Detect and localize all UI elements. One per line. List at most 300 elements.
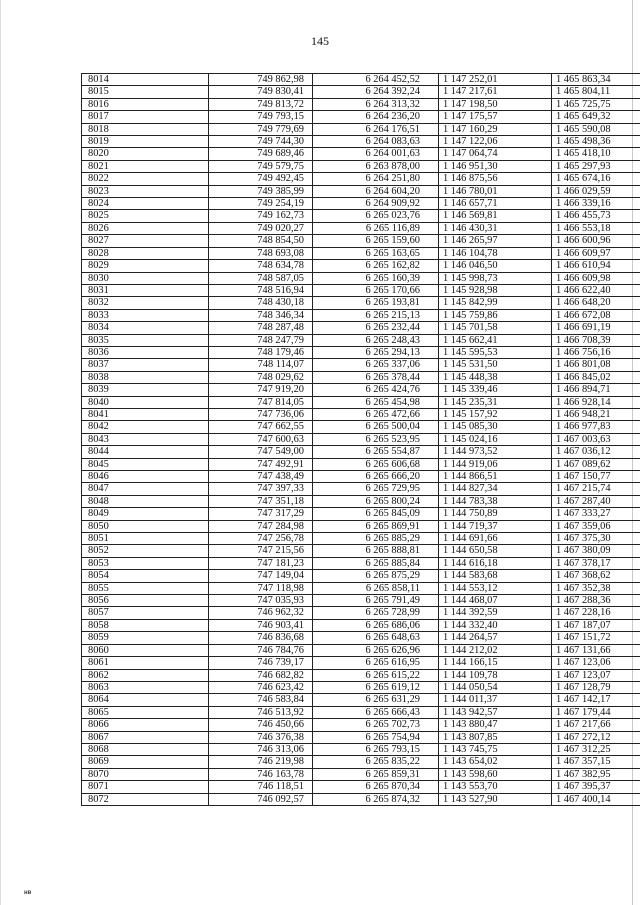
x2-coordinate-cell: 1 144 919,06 (439, 458, 552, 470)
y2-coordinate-cell: 1 467 378,17 (552, 557, 640, 569)
y2-coordinate-cell: 1 466 948,21 (552, 408, 640, 420)
y2-coordinate-cell: 1 467 287,40 (552, 495, 640, 507)
y2-coordinate-cell: 1 467 151,72 (552, 632, 640, 644)
point-number-cell: 8045 (82, 458, 209, 470)
y2-coordinate-cell: 1 466 029,59 (552, 185, 640, 197)
y-coordinate-cell: 6 265 728,99 (313, 607, 439, 619)
x-coordinate-cell: 746 903,41 (209, 619, 313, 631)
table-row (82, 719, 640, 731)
x-coordinate-cell: 749 162,73 (209, 210, 313, 222)
x2-coordinate-cell: 1 144 719,37 (439, 520, 552, 532)
y2-coordinate-cell: 1 465 297,93 (552, 160, 640, 172)
table-row (82, 421, 640, 433)
point-number-cell: 8029 (82, 260, 209, 272)
x2-coordinate-cell: 1 145 085,30 (439, 421, 552, 433)
x2-coordinate-cell: 1 143 553,70 (439, 781, 552, 793)
y-coordinate-cell: 6 265 337,06 (313, 359, 439, 371)
y2-coordinate-cell: 1 467 131,66 (552, 644, 640, 656)
y-coordinate-cell: 6 263 878,00 (313, 160, 439, 172)
table-row (82, 111, 640, 123)
x-coordinate-cell: 746 313,06 (209, 743, 313, 755)
table-row (82, 458, 640, 470)
point-number-cell: 8047 (82, 483, 209, 495)
y-coordinate-cell: 6 265 454,98 (313, 396, 439, 408)
table-row (82, 371, 640, 383)
x-coordinate-cell: 747 549,00 (209, 446, 313, 458)
y-coordinate-cell: 6 265 160,39 (313, 272, 439, 284)
y-coordinate-cell: 6 265 885,29 (313, 533, 439, 545)
point-number-cell: 8025 (82, 210, 209, 222)
y2-coordinate-cell: 1 467 142,17 (552, 694, 640, 706)
point-number-cell: 8063 (82, 681, 209, 693)
y-coordinate-cell: 6 265 619,12 (313, 681, 439, 693)
x-coordinate-cell: 746 682,82 (209, 669, 313, 681)
table-row (82, 446, 640, 458)
y-coordinate-cell: 6 265 666,20 (313, 471, 439, 483)
point-number-cell: 8069 (82, 756, 209, 768)
table-row (82, 98, 640, 110)
y-coordinate-cell: 6 265 631,29 (313, 694, 439, 706)
x2-coordinate-cell: 1 143 654,02 (439, 756, 552, 768)
x2-coordinate-cell: 1 144 468,07 (439, 595, 552, 607)
table-row (82, 644, 640, 656)
x2-coordinate-cell: 1 145 998,73 (439, 272, 552, 284)
x2-coordinate-cell: 1 145 701,58 (439, 322, 552, 334)
y-coordinate-cell: 6 264 604,20 (313, 185, 439, 197)
x-coordinate-cell: 748 114,07 (209, 359, 313, 371)
x-coordinate-cell: 746 623,42 (209, 681, 313, 693)
x-coordinate-cell: 746 739,17 (209, 657, 313, 669)
x2-coordinate-cell: 1 144 973,52 (439, 446, 552, 458)
y2-coordinate-cell: 1 466 622,40 (552, 284, 640, 296)
point-number-cell: 8044 (82, 446, 209, 458)
point-number-cell: 8030 (82, 272, 209, 284)
point-number-cell: 8065 (82, 706, 209, 718)
table-row (82, 272, 640, 284)
y2-coordinate-cell: 1 466 648,20 (552, 297, 640, 309)
y2-coordinate-cell: 1 467 312,25 (552, 743, 640, 755)
point-number-cell: 8035 (82, 334, 209, 346)
x-coordinate-cell: 748 516,94 (209, 284, 313, 296)
y-coordinate-cell: 6 265 626,96 (313, 644, 439, 656)
y-coordinate-cell: 6 265 800,24 (313, 495, 439, 507)
y2-coordinate-cell: 1 466 609,98 (552, 272, 640, 284)
table-row (82, 607, 640, 619)
y2-coordinate-cell: 1 467 217,66 (552, 719, 640, 731)
x2-coordinate-cell: 1 144 553,12 (439, 582, 552, 594)
table-row (82, 756, 640, 768)
y-coordinate-cell: 6 265 170,66 (313, 284, 439, 296)
x2-coordinate-cell: 1 147 064,74 (439, 148, 552, 160)
y-coordinate-cell: 6 265 248,43 (313, 334, 439, 346)
x-coordinate-cell: 749 492,45 (209, 173, 313, 185)
y-coordinate-cell: 6 265 869,91 (313, 520, 439, 532)
point-number-cell: 8019 (82, 136, 209, 148)
y-coordinate-cell: 6 265 859,31 (313, 768, 439, 780)
x2-coordinate-cell: 1 145 531,50 (439, 359, 552, 371)
x-coordinate-cell: 747 397,33 (209, 483, 313, 495)
y-coordinate-cell: 6 264 083,63 (313, 136, 439, 148)
point-number-cell: 8026 (82, 222, 209, 234)
x-coordinate-cell: 747 149,04 (209, 570, 313, 582)
x2-coordinate-cell: 1 146 046,50 (439, 260, 552, 272)
y2-coordinate-cell: 1 467 368,62 (552, 570, 640, 582)
x2-coordinate-cell: 1 144 109,78 (439, 669, 552, 681)
point-number-cell: 8064 (82, 694, 209, 706)
x-coordinate-cell: 747 317,29 (209, 508, 313, 520)
x-coordinate-cell: 749 744,30 (209, 136, 313, 148)
table-row (82, 706, 640, 718)
x-coordinate-cell: 749 830,41 (209, 86, 313, 98)
y-coordinate-cell: 6 265 023,76 (313, 210, 439, 222)
page-number: 145 (311, 34, 329, 48)
table-row (82, 74, 640, 86)
x2-coordinate-cell: 1 144 650,58 (439, 545, 552, 557)
table-row (82, 520, 640, 532)
y2-coordinate-cell: 1 465 649,32 (552, 111, 640, 123)
x-coordinate-cell: 747 215,56 (209, 545, 313, 557)
point-number-cell: 8061 (82, 657, 209, 669)
x2-coordinate-cell: 1 144 011,37 (439, 694, 552, 706)
point-number-cell: 8043 (82, 433, 209, 445)
y-coordinate-cell: 6 265 874,32 (313, 793, 439, 805)
x2-coordinate-cell: 1 144 166,15 (439, 657, 552, 669)
x2-coordinate-cell: 1 144 691,66 (439, 533, 552, 545)
y2-coordinate-cell: 1 465 590,08 (552, 123, 640, 135)
x2-coordinate-cell: 1 145 024,16 (439, 433, 552, 445)
y2-coordinate-cell: 1 466 708,39 (552, 334, 640, 346)
table-row (82, 260, 640, 272)
y-coordinate-cell: 6 265 116,89 (313, 222, 439, 234)
x-coordinate-cell: 747 736,06 (209, 408, 313, 420)
point-number-cell: 8049 (82, 508, 209, 520)
x2-coordinate-cell: 1 143 880,47 (439, 719, 552, 731)
point-number-cell: 8031 (82, 284, 209, 296)
y2-coordinate-cell: 1 467 123,06 (552, 657, 640, 669)
y2-coordinate-cell: 1 466 339,16 (552, 198, 640, 210)
point-number-cell: 8067 (82, 731, 209, 743)
y2-coordinate-cell: 1 467 382,95 (552, 768, 640, 780)
y2-coordinate-cell: 1 466 977,83 (552, 421, 640, 433)
y2-coordinate-cell: 1 467 375,30 (552, 533, 640, 545)
table-row (82, 743, 640, 755)
y2-coordinate-cell: 1 465 674,16 (552, 173, 640, 185)
x2-coordinate-cell: 1 143 942,57 (439, 706, 552, 718)
y-coordinate-cell: 6 265 378,44 (313, 371, 439, 383)
y2-coordinate-cell: 1 467 272,12 (552, 731, 640, 743)
table-row (82, 582, 640, 594)
x2-coordinate-cell: 1 144 392,59 (439, 607, 552, 619)
y-coordinate-cell: 6 265 232,44 (313, 322, 439, 334)
point-number-cell: 8033 (82, 309, 209, 321)
table-row (82, 545, 640, 557)
coordinates-table (81, 73, 640, 806)
table-row (82, 185, 640, 197)
y2-coordinate-cell: 1 466 845,02 (552, 371, 640, 383)
x-coordinate-cell: 746 784,76 (209, 644, 313, 656)
x-coordinate-cell: 746 118,51 (209, 781, 313, 793)
y-coordinate-cell: 6 265 159,60 (313, 235, 439, 247)
x-coordinate-cell: 746 092,57 (209, 793, 313, 805)
x2-coordinate-cell: 1 146 875,56 (439, 173, 552, 185)
point-number-cell: 8058 (82, 619, 209, 631)
y-coordinate-cell: 6 265 294,13 (313, 346, 439, 358)
table-row (82, 173, 640, 185)
x2-coordinate-cell: 1 146 430,31 (439, 222, 552, 234)
point-number-cell: 8068 (82, 743, 209, 755)
y2-coordinate-cell: 1 465 418,10 (552, 148, 640, 160)
y-coordinate-cell: 6 265 858,11 (313, 582, 439, 594)
x2-coordinate-cell: 1 144 212,02 (439, 644, 552, 656)
table-row (82, 396, 640, 408)
y2-coordinate-cell: 1 467 036,12 (552, 446, 640, 458)
point-number-cell: 8046 (82, 471, 209, 483)
table-row (82, 198, 640, 210)
x2-coordinate-cell: 1 145 339,46 (439, 384, 552, 396)
y-coordinate-cell: 6 265 424,76 (313, 384, 439, 396)
x-coordinate-cell: 747 492,91 (209, 458, 313, 470)
table-row (82, 247, 640, 259)
y-coordinate-cell: 6 265 500,04 (313, 421, 439, 433)
y2-coordinate-cell: 1 467 333,27 (552, 508, 640, 520)
y-coordinate-cell: 6 265 835,22 (313, 756, 439, 768)
table-row (82, 297, 640, 309)
x-coordinate-cell: 749 779,69 (209, 123, 313, 135)
table-row (82, 793, 640, 805)
x2-coordinate-cell: 1 145 662,41 (439, 334, 552, 346)
table-row (82, 210, 640, 222)
y-coordinate-cell: 6 265 215,13 (313, 309, 439, 321)
table-row (82, 309, 640, 321)
y2-coordinate-cell: 1 467 089,62 (552, 458, 640, 470)
table-row (82, 657, 640, 669)
table-row (82, 222, 640, 234)
point-number-cell: 8040 (82, 396, 209, 408)
y-coordinate-cell: 6 265 754,94 (313, 731, 439, 743)
footer-mark: нв (24, 890, 32, 896)
point-number-cell: 8018 (82, 123, 209, 135)
point-number-cell: 8024 (82, 198, 209, 210)
table-row (82, 471, 640, 483)
x-coordinate-cell: 748 287,48 (209, 322, 313, 334)
table-row (82, 235, 640, 247)
y2-coordinate-cell: 1 467 003,63 (552, 433, 640, 445)
x2-coordinate-cell: 1 145 759,86 (439, 309, 552, 321)
x-coordinate-cell: 748 430,18 (209, 297, 313, 309)
x-coordinate-cell: 747 919,20 (209, 384, 313, 396)
x-coordinate-cell: 749 689,46 (209, 148, 313, 160)
y2-coordinate-cell: 1 466 756,16 (552, 346, 640, 358)
x-coordinate-cell: 749 385,99 (209, 185, 313, 197)
x2-coordinate-cell: 1 143 807,85 (439, 731, 552, 743)
x2-coordinate-cell: 1 146 265,97 (439, 235, 552, 247)
y2-coordinate-cell: 1 465 725,75 (552, 98, 640, 110)
x-coordinate-cell: 748 346,34 (209, 309, 313, 321)
x2-coordinate-cell: 1 145 157,92 (439, 408, 552, 420)
x2-coordinate-cell: 1 144 050,54 (439, 681, 552, 693)
table-row (82, 359, 640, 371)
y2-coordinate-cell: 1 465 863,34 (552, 74, 640, 86)
y-coordinate-cell: 6 265 162,82 (313, 260, 439, 272)
x2-coordinate-cell: 1 147 198,50 (439, 98, 552, 110)
table-row (82, 533, 640, 545)
y2-coordinate-cell: 1 466 455,73 (552, 210, 640, 222)
table-row (82, 346, 640, 358)
y-coordinate-cell: 6 265 648,63 (313, 632, 439, 644)
x2-coordinate-cell: 1 144 827,34 (439, 483, 552, 495)
y2-coordinate-cell: 1 467 150,77 (552, 471, 640, 483)
y2-coordinate-cell: 1 466 801,08 (552, 359, 640, 371)
page-left-edge (0, 0, 1, 905)
y-coordinate-cell: 6 265 523,95 (313, 433, 439, 445)
table-row (82, 86, 640, 98)
x-coordinate-cell: 748 029,62 (209, 371, 313, 383)
x2-coordinate-cell: 1 143 598,60 (439, 768, 552, 780)
table-row (82, 781, 640, 793)
point-number-cell: 8036 (82, 346, 209, 358)
y2-coordinate-cell: 1 467 179,44 (552, 706, 640, 718)
table-row (82, 632, 640, 644)
point-number-cell: 8014 (82, 74, 209, 86)
x-coordinate-cell: 747 284,98 (209, 520, 313, 532)
y2-coordinate-cell: 1 465 804,11 (552, 86, 640, 98)
y2-coordinate-cell: 1 467 352,38 (552, 582, 640, 594)
x-coordinate-cell: 748 693,08 (209, 247, 313, 259)
y2-coordinate-cell: 1 466 610,94 (552, 260, 640, 272)
table-row (82, 334, 640, 346)
point-number-cell: 8050 (82, 520, 209, 532)
table-row (82, 570, 640, 582)
point-number-cell: 8051 (82, 533, 209, 545)
point-number-cell: 8071 (82, 781, 209, 793)
point-number-cell: 8053 (82, 557, 209, 569)
x-coordinate-cell: 749 813,72 (209, 98, 313, 110)
x2-coordinate-cell: 1 146 104,78 (439, 247, 552, 259)
y-coordinate-cell: 6 265 193,81 (313, 297, 439, 309)
y-coordinate-cell: 6 265 686,06 (313, 619, 439, 631)
y2-coordinate-cell: 1 467 400,14 (552, 793, 640, 805)
point-number-cell: 8037 (82, 359, 209, 371)
point-number-cell: 8072 (82, 793, 209, 805)
y-coordinate-cell: 6 265 163,65 (313, 247, 439, 259)
x2-coordinate-cell: 1 145 928,98 (439, 284, 552, 296)
point-number-cell: 8042 (82, 421, 209, 433)
x-coordinate-cell: 748 179,46 (209, 346, 313, 358)
y2-coordinate-cell: 1 467 395,37 (552, 781, 640, 793)
point-number-cell: 8056 (82, 595, 209, 607)
x2-coordinate-cell: 1 147 175,57 (439, 111, 552, 123)
x2-coordinate-cell: 1 144 332,40 (439, 619, 552, 631)
x2-coordinate-cell: 1 145 595,53 (439, 346, 552, 358)
x2-coordinate-cell: 1 145 448,38 (439, 371, 552, 383)
table-row (82, 322, 640, 334)
y-coordinate-cell: 6 264 909,92 (313, 198, 439, 210)
x-coordinate-cell: 747 662,55 (209, 421, 313, 433)
x-coordinate-cell: 749 862,98 (209, 74, 313, 86)
table-row (82, 483, 640, 495)
x2-coordinate-cell: 1 143 745,75 (439, 743, 552, 755)
x-coordinate-cell: 748 247,79 (209, 334, 313, 346)
point-number-cell: 8023 (82, 185, 209, 197)
x2-coordinate-cell: 1 147 160,29 (439, 123, 552, 135)
table-row (82, 384, 640, 396)
x2-coordinate-cell: 1 145 842,99 (439, 297, 552, 309)
y2-coordinate-cell: 1 467 128,79 (552, 681, 640, 693)
x2-coordinate-cell: 1 144 616,18 (439, 557, 552, 569)
y2-coordinate-cell: 1 467 215,74 (552, 483, 640, 495)
y2-coordinate-cell: 1 467 380,09 (552, 545, 640, 557)
x-coordinate-cell: 747 118,98 (209, 582, 313, 594)
x2-coordinate-cell: 1 146 951,30 (439, 160, 552, 172)
point-number-cell: 8028 (82, 247, 209, 259)
table-row (82, 148, 640, 160)
table-row (82, 595, 640, 607)
y-coordinate-cell: 6 264 313,32 (313, 98, 439, 110)
x-coordinate-cell: 747 351,18 (209, 495, 313, 507)
x-coordinate-cell: 747 256,78 (209, 533, 313, 545)
x-coordinate-cell: 747 438,49 (209, 471, 313, 483)
table-row (82, 768, 640, 780)
point-number-cell: 8048 (82, 495, 209, 507)
y2-coordinate-cell: 1 467 123,07 (552, 669, 640, 681)
y-coordinate-cell: 6 265 729,95 (313, 483, 439, 495)
point-number-cell: 8055 (82, 582, 209, 594)
x-coordinate-cell: 746 836,68 (209, 632, 313, 644)
point-number-cell: 8039 (82, 384, 209, 396)
table-row (82, 557, 640, 569)
x2-coordinate-cell: 1 144 783,38 (439, 495, 552, 507)
table-row (82, 694, 640, 706)
y2-coordinate-cell: 1 465 498,36 (552, 136, 640, 148)
table-row (82, 160, 640, 172)
x2-coordinate-cell: 1 147 217,61 (439, 86, 552, 98)
y2-coordinate-cell: 1 467 187,07 (552, 619, 640, 631)
x2-coordinate-cell: 1 146 657,71 (439, 198, 552, 210)
point-number-cell: 8017 (82, 111, 209, 123)
table-row (82, 619, 640, 631)
x-coordinate-cell: 746 163,78 (209, 768, 313, 780)
x2-coordinate-cell: 1 147 122,06 (439, 136, 552, 148)
table-row (82, 136, 640, 148)
y-coordinate-cell: 6 265 606,68 (313, 458, 439, 470)
y-coordinate-cell: 6 265 666,43 (313, 706, 439, 718)
table-row (82, 408, 640, 420)
x-coordinate-cell: 746 450,66 (209, 719, 313, 731)
x2-coordinate-cell: 1 147 252,01 (439, 74, 552, 86)
y-coordinate-cell: 6 265 888,81 (313, 545, 439, 557)
x2-coordinate-cell: 1 144 583,68 (439, 570, 552, 582)
point-number-cell: 8020 (82, 148, 209, 160)
y-coordinate-cell: 6 265 554,87 (313, 446, 439, 458)
x2-coordinate-cell: 1 146 569,81 (439, 210, 552, 222)
y-coordinate-cell: 6 265 702,73 (313, 719, 439, 731)
point-number-cell: 8060 (82, 644, 209, 656)
y-coordinate-cell: 6 265 875,29 (313, 570, 439, 582)
y2-coordinate-cell: 1 466 691,19 (552, 322, 640, 334)
table-row (82, 495, 640, 507)
x2-coordinate-cell: 1 144 750,89 (439, 508, 552, 520)
x2-coordinate-cell: 1 146 780,01 (439, 185, 552, 197)
y2-coordinate-cell: 1 467 357,15 (552, 756, 640, 768)
x-coordinate-cell: 747 600,63 (209, 433, 313, 445)
x-coordinate-cell: 746 962,32 (209, 607, 313, 619)
y2-coordinate-cell: 1 467 288,36 (552, 595, 640, 607)
x-coordinate-cell: 747 035,93 (209, 595, 313, 607)
y-coordinate-cell: 6 265 845,09 (313, 508, 439, 520)
y-coordinate-cell: 6 265 885,84 (313, 557, 439, 569)
coordinates-table-body (82, 74, 640, 806)
x-coordinate-cell: 747 181,23 (209, 557, 313, 569)
